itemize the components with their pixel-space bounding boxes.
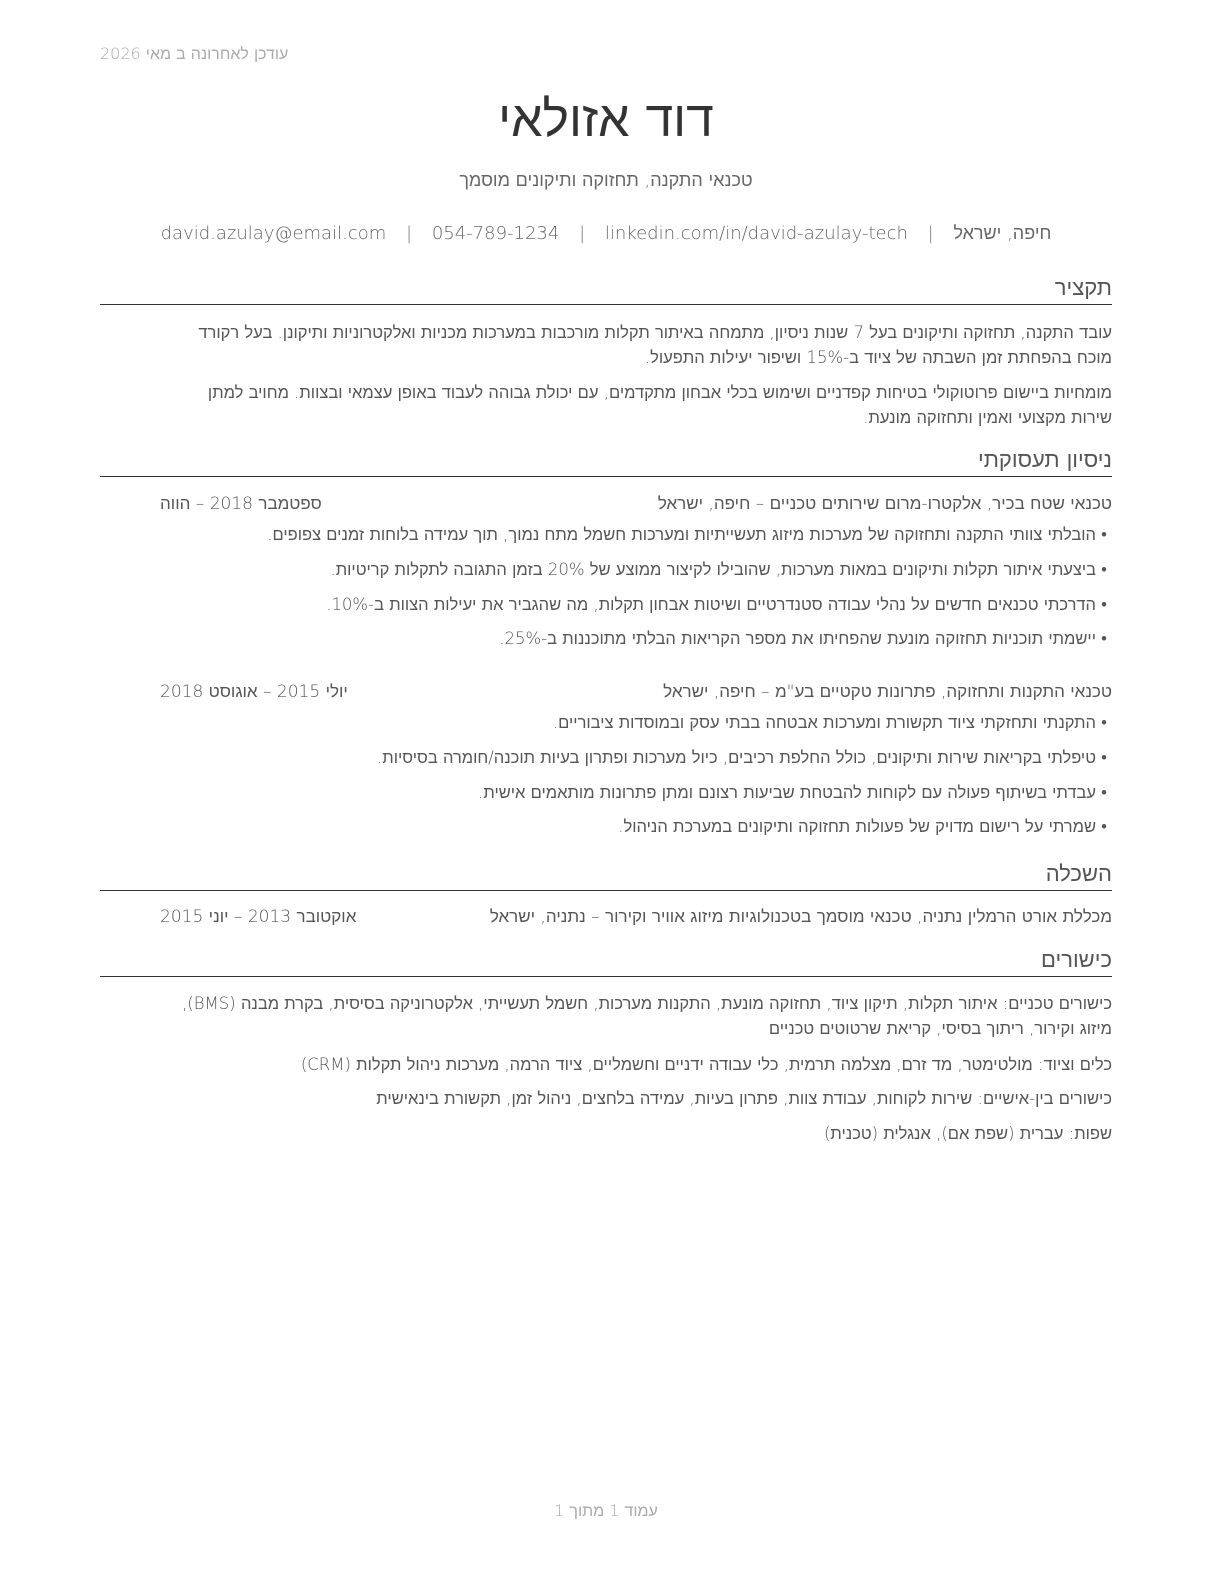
contact-email[interactable]: david.azulay@email.com xyxy=(160,223,387,244)
summary-line: עובד התקנה, תחזוקה ותיקונים בעל 7 שנות ניסיון, מתמחה באיתור תקלות מורכבות במערכות מכניות ואלקטרוניות ותיקונן. בעל רקורד xyxy=(198,323,1112,342)
candidate-name: דוד אזולאי xyxy=(498,90,714,148)
section-heading-education: השכלה xyxy=(100,860,1112,891)
page-number: עמוד 1 מתוך 1 xyxy=(554,1501,658,1520)
section-heading-summary: תקציר xyxy=(100,274,1112,305)
contact-linkedin[interactable]: linkedin.com/in/david-azulay-tech xyxy=(604,223,908,244)
contact-separator: | xyxy=(927,223,934,244)
job-bullet: •שמרתי על רישום מדויק של פעולות תחזוקה ותיקונים במערכת הניהול. xyxy=(618,817,1107,836)
candidate-title: טכנאי התקנה, תחזוקה ותיקונים מוסמך xyxy=(459,170,753,191)
skills-line: כישורים טכניים: איתור תקלות, תיקון ציוד, תחזוקה מונעת, התקנות מערכות, חשמל תעשייתי, אלקטרוניקה בסיסית, בקרת מבנה (BMS), מיזוג וקירור, ריתוך בסיסי, קריאת שרטוטים טכניים xyxy=(182,994,1112,1038)
contact-line xyxy=(100,223,1112,244)
job-role: טכנאי התקנות ותחזוקה, פתרונות טקטיים בע"מ – חיפה, ישראל xyxy=(663,682,1112,702)
job-bullet: •יישמתי תוכניות תחזוקה מונעת שהפחיתו את מספר הקריאות הבלתי מתוכננות ב-25%. xyxy=(499,629,1107,648)
section-heading-experience: ניסיון תעסוקתי xyxy=(100,446,1112,477)
education-dates: אוקטובר 2013 – יוני 2015 xyxy=(160,907,357,927)
job-bullet: •עבדתי בשיתוף פעולה עם לקוחות להבטחת שביעות רצונם ומתן פתרונות מותאמים אישית. xyxy=(478,783,1107,802)
contact-location: חיפה, ישראל xyxy=(953,223,1052,244)
summary-line: מוכח בהפחתת זמן השבתה של ציוד ב-15% ושיפור יעילות התפעול. xyxy=(644,348,1112,367)
skills-line: כלים וציוד: מולטימטר, מד זרם, מצלמה תרמית, כלי עבודה ידניים וחשמליים, ציוד הרמה, מערכות ניהול תקלות (CRM) xyxy=(300,1055,1112,1074)
contact-separator: | xyxy=(579,223,586,244)
summary-line: שירות מקצועי ואמין ותחזוקה מונעת. xyxy=(863,408,1112,427)
resume-page xyxy=(100,0,1112,1584)
job-bullet: •ביצעתי איתור תקלות ותיקונים במאות מערכות, שהובילו לקיצור ממוצע של 20% בזמן התגובה לתקלות קריטיות. xyxy=(330,560,1107,579)
summary-paragraph xyxy=(100,320,1112,370)
job-role: טכנאי שטח בכיר, אלקטרו-מרום שירותים טכניים – חיפה, ישראל xyxy=(657,494,1112,514)
job-bullet: •התקנתי ותחזקתי ציוד תקשורת ומערכות אבטחה בבתי עסק ובמוסדות ציבוריים. xyxy=(552,713,1107,732)
contact-phone[interactable]: 054-789-1234 xyxy=(431,223,560,244)
summary-line: מומחיות ביישום פרוטוקולי בטיחות קפדניים ושימוש בכלי אבחון מתקדמים, עם יכולת גבוהה לעבוד באופן עצמאי ובצוות. מחויב למתן xyxy=(207,383,1112,402)
job-dates: יולי 2015 – אוגוסט 2018 xyxy=(160,682,348,702)
summary-paragraph xyxy=(100,380,1112,430)
job-bullet: •טיפלתי בקריאות שירות ותיקונים, כולל החלפת רכיבים, כיול מערכות ופתרון בעיות תוכנה/חומרה בסיסיות. xyxy=(377,748,1107,767)
job-dates: ספטמבר 2018 – הווה xyxy=(160,494,322,514)
section-heading-skills: כישורים xyxy=(100,946,1112,977)
job-bullet: •הובלתי צוותי התקנה ותחזוקה של מערכות מיזוג תעשייתיות ומערכות חשמל מתח נמוך, תוך עמידה בלוחות זמנים צפופים. xyxy=(267,525,1107,544)
job-bullet: •הדרכתי טכנאים חדשים על נהלי עבודה סטנדרטיים ושיטות אבחון תקלות, מה שהגביר את יעילות הצוות ב-10%. xyxy=(326,595,1107,614)
contact-separator: | xyxy=(406,223,413,244)
skills-line: כישורים בין-אישיים: שירות לקוחות, עבודת צוות, פתרון בעיות, עמידה בלחצים, ניהול זמן, תקשורת בינאישית xyxy=(376,1089,1112,1108)
skills-line: שפות: עברית (שפת אם), אנגלית (טכנית) xyxy=(823,1124,1112,1143)
education-institution: מכללת אורט הרמלין נתניה, טכנאי מוסמך בטכנולוגיות מיזוג אוויר וקירור – נתניה, ישראל xyxy=(489,907,1112,927)
last-updated: עודכן לאחרונה ב מאי 2026 xyxy=(100,44,289,63)
